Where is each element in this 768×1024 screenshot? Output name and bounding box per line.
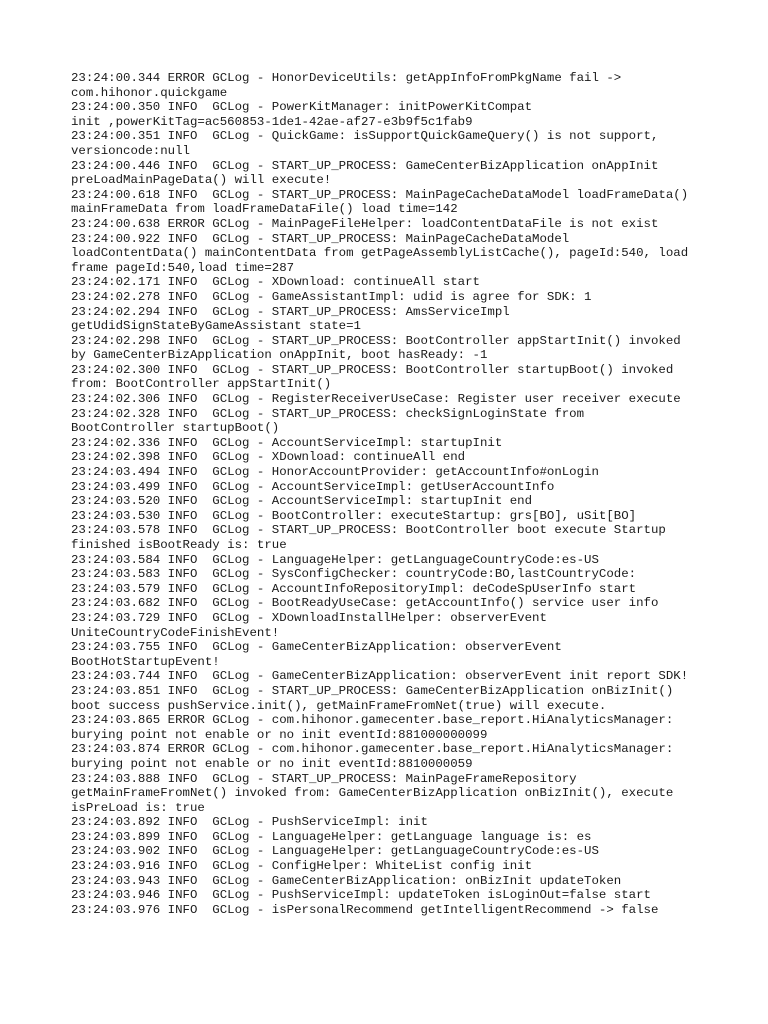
log-line: 23:24:03.888 INFO GCLog - START_UP_PROCESS: MainPageFrameRepository	[71, 771, 577, 786]
log-line: 23:24:00.922 INFO GCLog - START_UP_PROCESS: MainPageCacheDataModel	[71, 231, 570, 246]
log-line: 23:24:03.499 INFO GCLog - AccountServiceImpl: getUserAccountInfo	[71, 479, 555, 494]
log-line: 23:24:03.520 INFO GCLog - AccountServiceImpl: startupInit end	[71, 494, 533, 509]
log-line: 23:24:00.446 INFO GCLog - START_UP_PROCESS: GameCenterBizApplication onAppInit	[71, 158, 659, 173]
log-line: BootHotStartupEvent!	[71, 654, 220, 669]
log-line: frame pageId:540,load time=287	[71, 260, 295, 275]
log-line: 23:24:03.916 INFO GCLog - ConfigHelper: WhiteList config init	[71, 859, 533, 874]
log-line: 23:24:03.583 INFO GCLog - SysConfigChecker: countryCode:BO,lastCountryCode:	[71, 567, 637, 582]
log-line: 23:24:03.946 INFO GCLog - PushServiceImpl: updateToken isLoginOut=false start	[71, 888, 651, 903]
log-line: 23:24:02.328 INFO GCLog - START_UP_PROCESS: checkSignLoginState from	[71, 406, 585, 421]
log-line: 23:24:03.865 ERROR GCLog - com.hihonor.gamecenter.base_report.HiAnalyticsManager:	[71, 713, 674, 728]
log-line: burying point not enable or no init eventId:8810000059	[71, 756, 473, 771]
log-line: 23:24:03.943 INFO GCLog - GameCenterBizApplication: onBizInit updateToken	[71, 873, 622, 888]
log-line: 23:24:03.874 ERROR GCLog - com.hihonor.gamecenter.base_report.HiAnalyticsManager:	[71, 742, 674, 757]
log-line: 23:24:02.398 INFO GCLog - XDownload: continueAll end	[71, 450, 466, 465]
log-line: 23:24:02.298 INFO GCLog - START_UP_PROCESS: BootController appStartInit() invoked	[71, 333, 681, 348]
log-line: 23:24:02.294 INFO GCLog - START_UP_PROCESS: AmsServiceImpl	[71, 304, 510, 319]
log-line: isPreLoad is: true	[71, 800, 205, 815]
log-line: BootController startupBoot()	[71, 421, 280, 436]
log-text-block	[71, 71, 711, 917]
log-line: 23:24:00.344 ERROR GCLog - HonorDeviceUtils: getAppInfoFromPkgName fail ->	[71, 71, 622, 85]
log-line: 23:24:00.351 INFO GCLog - QuickGame: isSupportQuickGameQuery() is not support,	[71, 129, 659, 144]
log-line: burying point not enable or no init eventId:881000000099	[71, 727, 488, 742]
log-line: 23:24:03.899 INFO GCLog - LanguageHelper: getLanguage language is: es	[71, 829, 592, 844]
log-line: 23:24:03.530 INFO GCLog - BootController: executeStartup: grs[BO], uSit[BO]	[71, 508, 637, 523]
log-line: 23:24:02.336 INFO GCLog - AccountServiceImpl: startupInit	[71, 435, 503, 450]
log-line: getUdidSignStateByGameAssistant state=1	[71, 319, 361, 334]
log-line: 23:24:03.892 INFO GCLog - PushServiceImpl: init	[71, 815, 428, 830]
log-line: by GameCenterBizApplication onAppInit, boot hasReady: -1	[71, 348, 488, 363]
log-line: 23:24:03.755 INFO GCLog - GameCenterBizApplication: observerEvent	[71, 640, 562, 655]
log-line: init ,powerKitTag=ac560853-1de1-42ae-af27-e3b9f5c1fab9	[71, 114, 473, 129]
log-line: mainFrameData from loadFrameDataFile() load time=142	[71, 202, 458, 217]
log-line: boot success pushService.init(), getMainFrameFromNet(true) will execute.	[71, 698, 607, 713]
log-line: 23:24:00.618 INFO GCLog - START_UP_PROCESS: MainPageCacheDataModel loadFrameData()	[71, 187, 689, 202]
log-line: getMainFrameFromNet() invoked from: GameCenterBizApplication onBizInit(), execute	[71, 786, 674, 801]
log-line: 23:24:00.638 ERROR GCLog - MainPageFileHelper: loadContentDataFile is not exist	[71, 216, 659, 231]
log-line: com.hihonor.quickgame	[71, 85, 228, 100]
log-line: versioncode:null	[71, 143, 190, 158]
log-line: 23:24:02.278 INFO GCLog - GameAssistantImpl: udid is agree for SDK: 1	[71, 289, 592, 304]
log-line: 23:24:00.350 INFO GCLog - PowerKitManager: initPowerKitCompat	[71, 100, 533, 115]
log-line: 23:24:03.729 INFO GCLog - XDownloadInstallHelper: observerEvent	[71, 610, 547, 625]
log-line: 23:24:03.976 INFO GCLog - isPersonalRecommend getIntelligentRecommend -> false	[71, 902, 659, 917]
log-line: UniteCountryCodeFinishEvent!	[71, 625, 280, 640]
log-line: 23:24:02.171 INFO GCLog - XDownload: continueAll start	[71, 275, 480, 290]
log-line: 23:24:03.584 INFO GCLog - LanguageHelper: getLanguageCountryCode:es-US	[71, 552, 599, 567]
log-line: finished isBootReady is: true	[71, 538, 287, 552]
log-line: 23:24:03.744 INFO GCLog - GameCenterBizApplication: observerEvent init report SDK!	[71, 669, 689, 684]
log-line: 23:24:03.578 INFO GCLog - START_UP_PROCESS: BootController boot execute Startup	[71, 523, 666, 538]
log-line: 23:24:03.851 INFO GCLog - START_UP_PROCESS: GameCenterBizApplication onBizInit()	[71, 683, 674, 698]
log-line: 23:24:03.579 INFO GCLog - AccountInfoRepositoryImpl: deCodeSpUserInfo start	[71, 581, 637, 596]
log-line: 23:24:02.300 INFO GCLog - START_UP_PROCESS: BootController startupBoot() invoked	[71, 362, 674, 377]
log-line: preLoadMainPageData() will execute!	[71, 173, 332, 188]
log-line: 23:24:03.902 INFO GCLog - LanguageHelper: getLanguageCountryCode:es-US	[71, 844, 599, 859]
log-line: 23:24:02.306 INFO GCLog - RegisterReceiverUseCase: Register user receiver execute	[71, 392, 681, 407]
log-line: 23:24:03.682 INFO GCLog - BootReadyUseCase: getAccountInfo() service user info	[71, 596, 659, 611]
log-line: loadContentData() mainContentData from getPageAssemblyListCache(), pageId:540, load	[71, 246, 689, 261]
log-line: 23:24:03.494 INFO GCLog - HonorAccountProvider: getAccountInfo#onLogin	[71, 465, 599, 480]
log-line: from: BootController appStartInit()	[71, 377, 332, 392]
